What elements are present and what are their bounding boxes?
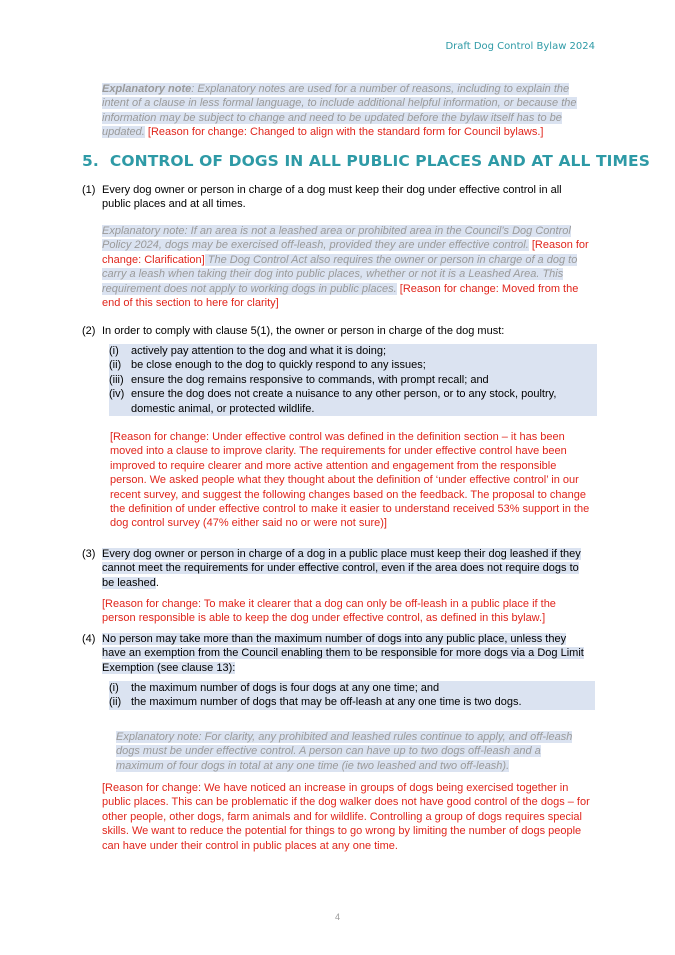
clause-4-item — [109, 695, 595, 709]
clause-4-text-wrap — [102, 632, 586, 675]
clause-4-reason: [Reason for change: We have noticed an increase in groups of dogs being exercised together in public places. This can be problematic if the dog walker does not have good control of the dogs – for other people, other dogs, farm animals and for wildlife. Controlling a group of dogs requires special skills. We want to reduce the potential for things to go wrong by limiting the number of dogs people can have under their control in public places at any one time. — [102, 782, 590, 852]
clause-2-number: (2) — [82, 325, 96, 337]
clause-2-reason: [Reason for change: Under effective control was defined in the definition section – it has been moved into a clause to improve clarity. The requirements for under effective control have been improved to require clearer and more active attention and engagement from the responsible person. We asked people what they thought about the definition of ‘under effective control’ in our recent survey, and suggest the following changes based on the feedback. The proposal to change the definition of under effective control to make it easier to understand received 53% support in the dog control survey (47% either said no or were not sure)] — [110, 431, 590, 530]
item-number: (i) — [109, 682, 119, 694]
item-number: (iv) — [109, 388, 125, 401]
intro-note-label: Explanatory note — [102, 83, 192, 95]
item-text: the maximum number of dogs is four dogs at any one time; and — [131, 682, 440, 694]
intro-reason: [Reason for change: Changed to align with the standard form for Council bylaws.] — [144, 126, 544, 139]
clause-1-text: Every dog owner or person in charge of a dog must keep their dog under effective control in all public places and at all times. — [102, 184, 562, 211]
page-number: 4 — [334, 912, 340, 922]
clause-1-number: (1) — [82, 184, 96, 196]
clause-3-text: Every dog owner or person in charge of a dog in a public place must keep their dog leashed if they cannot meet the requirements for under effective control, even if the area does not require dogs to be leashed — [102, 548, 581, 589]
section-number: 5. — [82, 152, 99, 170]
item-text: actively pay attention to the dog and what it is doing; — [131, 345, 386, 357]
clause-2-list — [109, 344, 597, 416]
clause-2-text: In order to comply with clause 5(1), the owner or person in charge of the dog must: — [102, 325, 505, 337]
item-text: ensure the dog does not create a nuisance to any other person, or to any stock, poultry, domestic animal, or protected wildlife. — [131, 388, 557, 415]
clause-4-item — [109, 681, 595, 695]
item-text: ensure the dog remains responsive to commands, with prompt recall; and — [131, 373, 489, 386]
clause-2-item — [109, 358, 597, 372]
clause-2-item — [109, 373, 597, 387]
clause-3-text-wrap: Every dog owner or person in charge of a dog in a public place must keep their dog leashed if they cannot meet the requirements for under effective control, even if the area does not require dogs to be leashed. — [102, 548, 581, 589]
clause-1-reason-b: [Reason for change: Moved from the end of this section to here for clarity] — [102, 282, 579, 310]
item-text: the maximum number of dogs that may be off-leash at any one time is two dogs. — [131, 696, 522, 709]
section-heading — [82, 152, 650, 170]
item-number: (ii) — [109, 696, 122, 709]
item-text: be close enough to the dog to quickly respond to any issues; — [131, 359, 426, 372]
clause-1-reason-a: [Reason for change: Clarification] — [102, 239, 589, 266]
clause-4-text: No person may take more than the maximum number of dogs into any public place, unless they have an exemption from the Council enabling them to be responsible for more dogs via a Dog Limit Exemption (see clause 13): — [102, 633, 584, 674]
item-number: (iii) — [109, 373, 124, 386]
intro-note — [102, 82, 594, 140]
clause-2-item — [109, 344, 597, 358]
clause-4-note: Explanatory note: For clarity, any prohibited and leashed rules continue to apply, and off-leash dogs must be under effective control. A person can have up to two dogs off-leash and a maximum of four dogs in total at any one time (ie two leashed and two off-leash). — [116, 731, 573, 772]
clause-1-note-b: The Dog Control Act also requires the owner or person in charge of a dog to carry a leash when taking their dog into public places, whether or not it is a Leashed Area. This requirement does not apply to working dogs in public places. — [102, 253, 578, 295]
clause-1-note-a: Explanatory note: If an area is not a leashed area or prohibited area in the Council’s Dog Control Policy 2024, dogs may be exercised off-leash, provided they are under effective control. — [102, 225, 571, 252]
item-number: (ii) — [109, 359, 122, 372]
running-header: Draft Dog Control Bylaw 2024 — [445, 41, 595, 52]
intro-note-text: : Explanatory notes are used for a number of reasons, including to explain the intent of a clause in less formal language, to include additional helpful information, or because the information may be subject to change and need to be updated before the bylaw itself has to be updated. — [102, 83, 577, 139]
clause-1-note — [102, 224, 592, 310]
clause-4-number: (4) — [82, 633, 96, 645]
clause-2-item — [109, 387, 597, 416]
clause-4-note-wrap — [116, 730, 590, 773]
clause-3-reason: [Reason for change: To make it clearer that a dog can only be off-leash in a public place if the person responsible is able to keep the dog under effective control, as defined in this bylaw.] — [102, 598, 556, 625]
section-title: CONTROL OF DOGS IN ALL PUBLIC PLACES AND AT ALL TIMES — [109, 152, 651, 170]
item-number: (i) — [109, 345, 119, 357]
clause-4-list — [109, 681, 595, 710]
clause-3-number: (3) — [82, 548, 96, 560]
